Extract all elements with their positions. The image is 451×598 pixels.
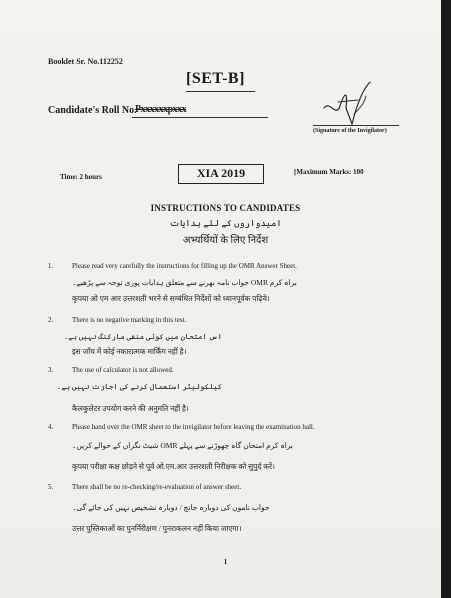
page-edge-shadow xyxy=(441,0,451,598)
instruction-number: 1. xyxy=(48,262,54,270)
instruction-english: Please hand over the OMR sheet to the invigilator before leaving the examination hall. xyxy=(72,423,315,431)
roll-number-line xyxy=(132,117,268,118)
instruction-urdu: کیلکولیٹر استعمال کرنے کی اجازت نہیں ہے۔ xyxy=(56,382,222,391)
maximum-marks: [Maximum Marks: 100 xyxy=(294,168,364,176)
instruction-number: 4. xyxy=(48,423,54,431)
booklet-serial: Booklet Sr. No.112252 xyxy=(48,57,123,66)
instruction-hindi: कैलकुलेटर उपयोग करने की अनुमति नहीं है। xyxy=(72,404,189,413)
instruction-number: 3. xyxy=(48,366,54,374)
signature-line xyxy=(313,125,399,126)
paper-code: XIA 2019 xyxy=(196,166,246,180)
instructions-heading-urdu: امیدواروں کے لئے ہدایات xyxy=(169,218,282,228)
instruction-hindi: उत्तर पुस्तिकाओं का पुनर्निरीक्षण / पुनराकलन नहीं किया जाएगा। xyxy=(72,524,242,533)
set-underline xyxy=(186,91,255,92)
instruction-english: The use of calculator is not allowed. xyxy=(72,366,174,374)
instruction-hindi: कृपया परीक्षा कक्ष छोड़ने से पूर्व ओ.एम.आर उत्तरशती निरीक्षक को सुपुर्द करें। xyxy=(72,462,275,471)
instruction-english: There shall be no re-checking/re-evaluation of answer sheet. xyxy=(72,483,242,491)
instruction-urdu: جواب ناموں کی دوبارہ جانچ / دوبارہ تشخیص نہیں کی جائے گی۔ xyxy=(72,503,270,512)
instruction-number: 2. xyxy=(48,316,54,324)
instruction-english: There is no negative marking in this test. xyxy=(72,316,187,324)
instruction-hindi: कृपया ओ एम आर उत्तरशती भरने से सम्बंधित निर्देशों को ध्यानपूर्वक पढ़िये। xyxy=(72,294,270,303)
instructions-heading: INSTRUCTIONS TO CANDIDATES xyxy=(150,203,301,213)
invigilator-signature xyxy=(318,78,378,130)
roll-number-value: Pxxxxxxpxxx xyxy=(135,104,187,115)
signature-label: (Signature of the Invigilator) xyxy=(313,128,387,134)
instruction-english: Please read very carefully the instructions for filling up the OMR Answer Sheet. xyxy=(72,262,297,270)
page-number: 1 xyxy=(223,558,228,566)
instructions-heading-hindi: अभ्यर्थियों के लिए निर्देश xyxy=(182,235,269,246)
instruction-number: 5. xyxy=(48,483,54,491)
instruction-urdu: براہ کرم امتحان گاہ چھوڑنے سے پہلے OMR شیٹ نگراں کے حوالے کریں۔ xyxy=(72,441,294,450)
time-allowed: Time: 2 hours xyxy=(60,173,102,181)
instruction-urdu: براہ کرم OMR جواب نامہ بھرنے سے متعلق ہدایات پوری توجہ سے پڑھیے۔ xyxy=(72,278,297,287)
instruction-urdu: اس امتحان میں کوئی منفی مارکنگ نہیں ہے۔ xyxy=(63,332,222,341)
instruction-hindi: इस जाँच में कोई नकारात्मक मार्किंग नहीं है। xyxy=(72,347,187,356)
roll-number-label: Candidate's Roll No. xyxy=(48,105,137,116)
set-label: [SET-B] xyxy=(186,70,245,87)
